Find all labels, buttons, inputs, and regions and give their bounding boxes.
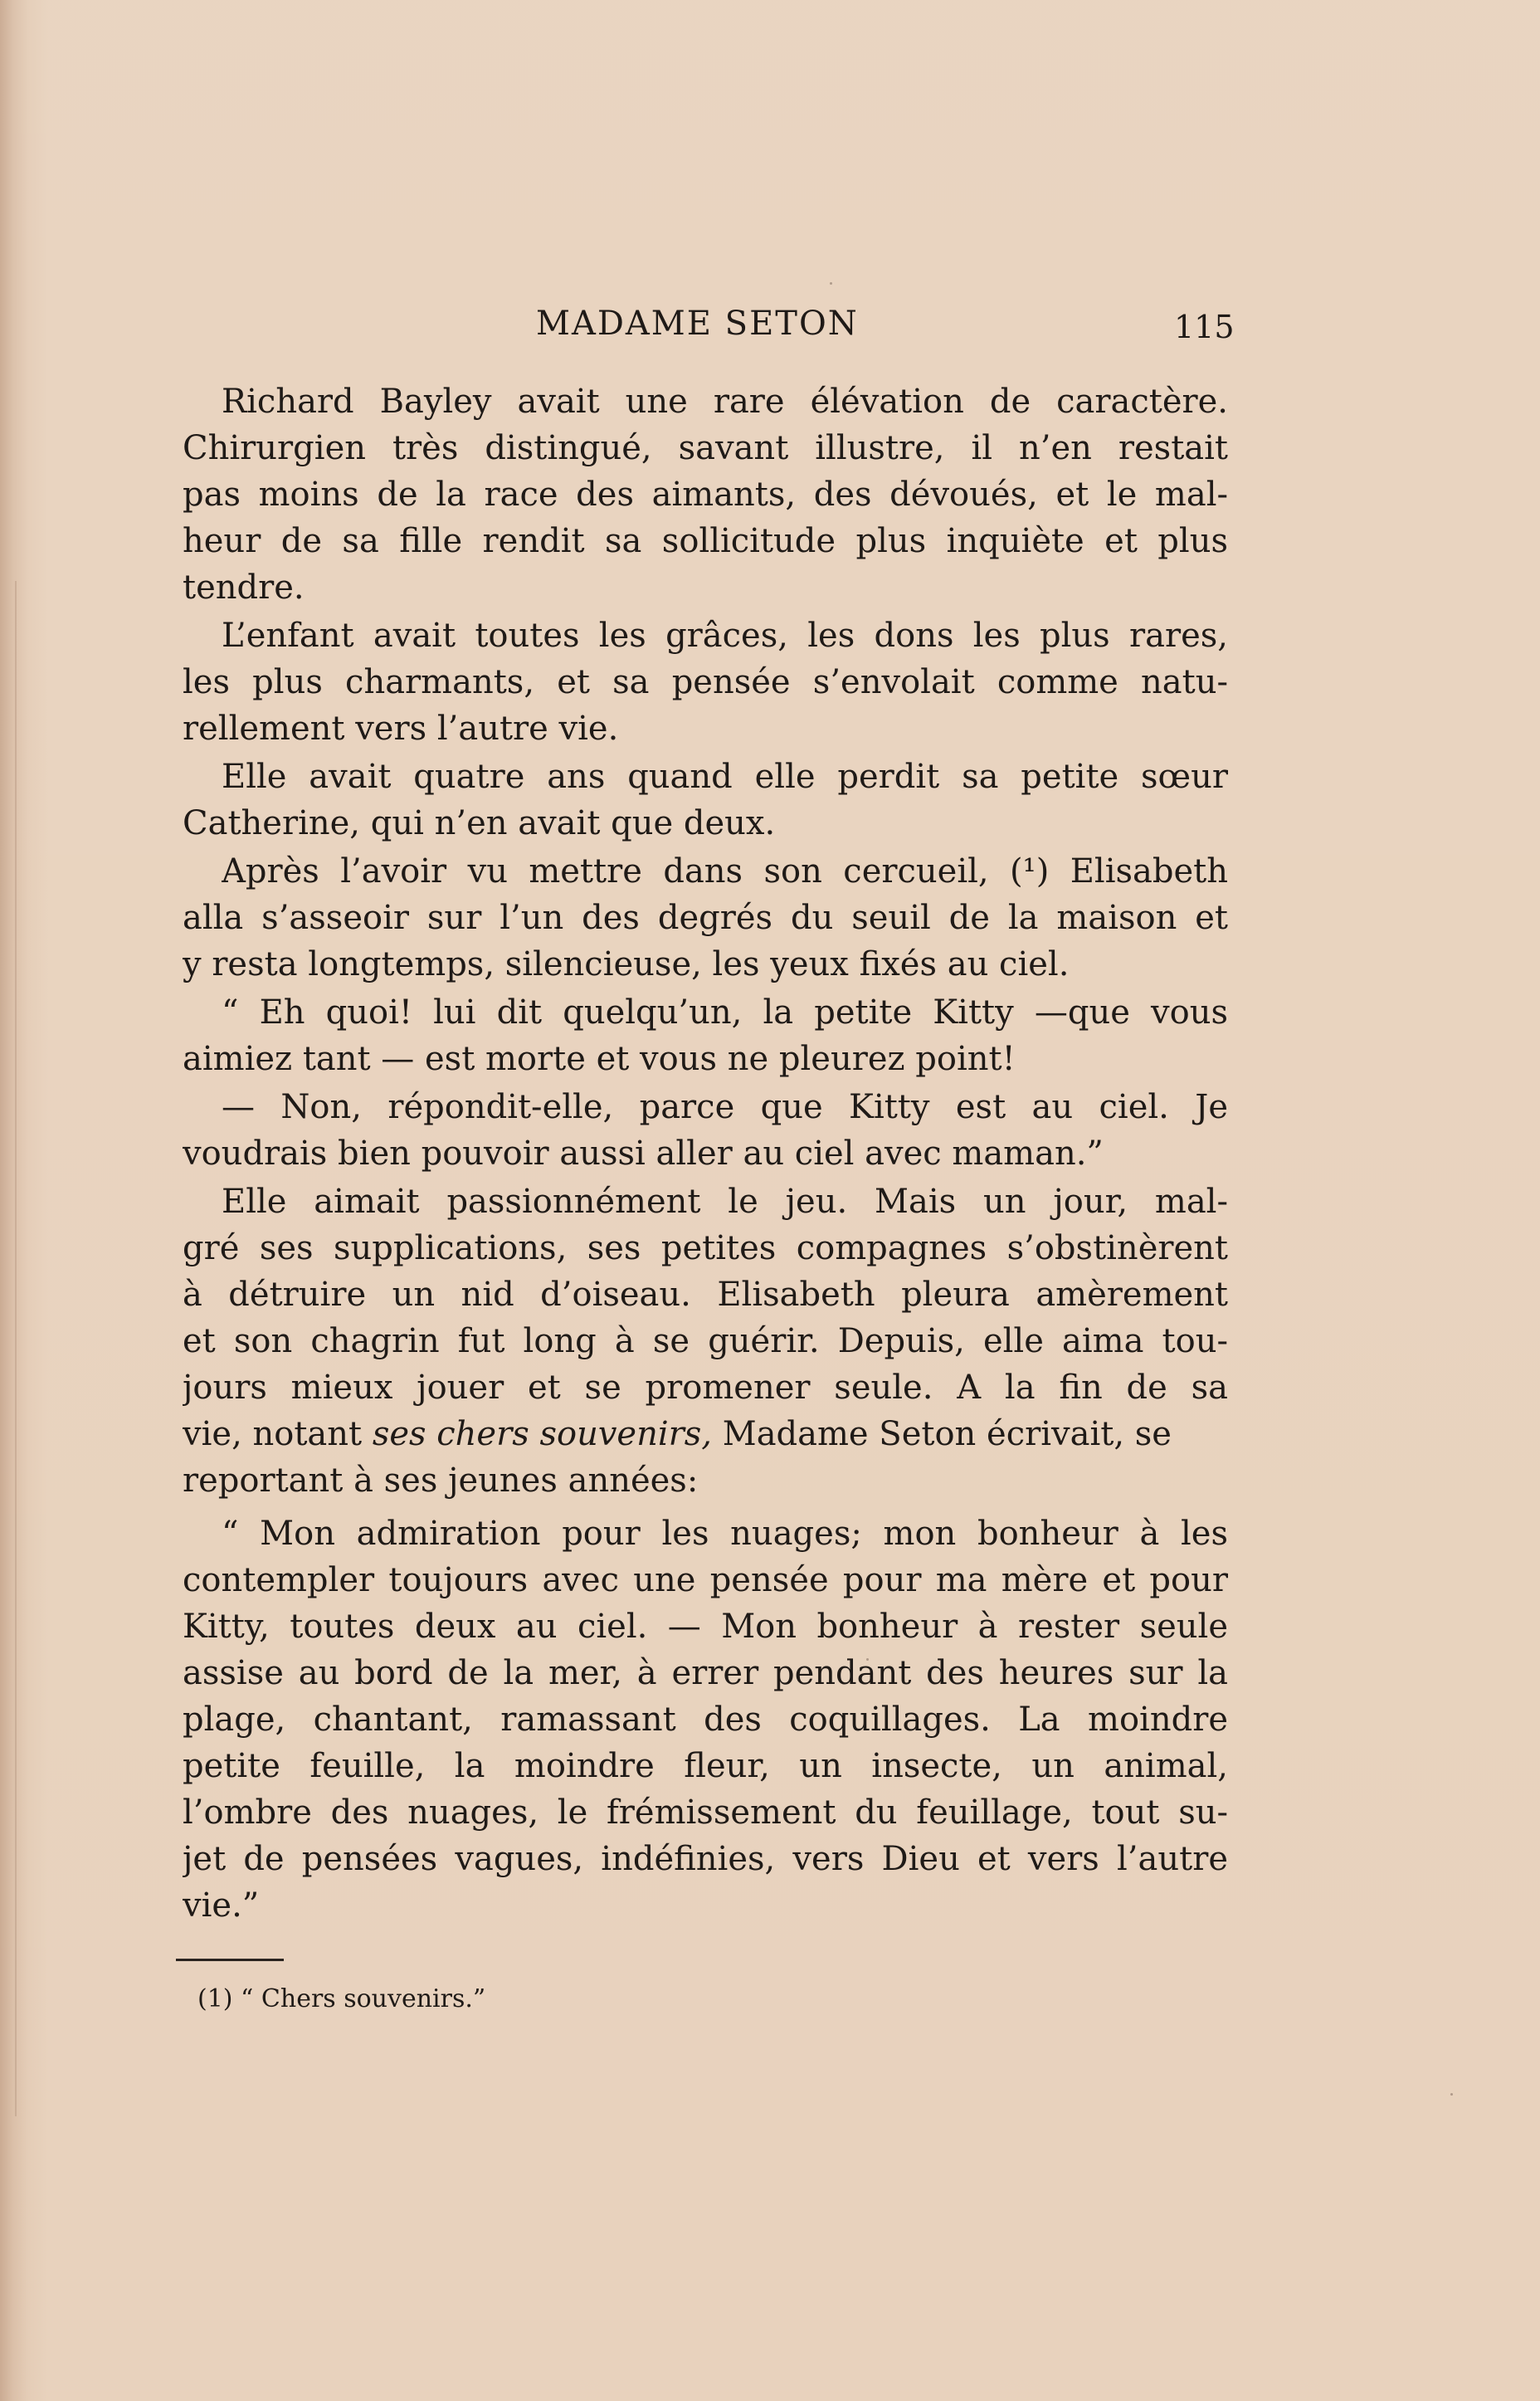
text-line-with-italic (183, 1413, 1228, 1456)
text-segment: vie, notant (183, 1415, 363, 1453)
text-line: “ Mon admiration pour les nuages; mon bonheur à les (222, 1515, 1228, 1553)
footnote-marker: (1) (197, 1984, 233, 2013)
text-line: aimiez tant — est morte et vous ne pleurez point! (183, 1040, 1016, 1078)
text-line: Elle avait quatre ans quand elle perdit sa petite sœur (222, 758, 1228, 796)
text-line: Kitty, toutes deux au ciel. — Mon bonheur à rester seule (183, 1608, 1228, 1646)
paper-speck (1450, 2093, 1453, 2096)
text-line: jours mieux jouer et se promener seule. A la fin de sa (183, 1369, 1228, 1407)
text-line: Après l’avoir vu mettre dans son cercueil, (¹) Elisabeth (222, 852, 1228, 891)
text-line: L’enfant avait toutes les grâces, les dons les plus rares, (222, 617, 1228, 655)
text-line: tendre. (183, 569, 305, 607)
italic-phrase: ses chers souvenirs, (372, 1415, 713, 1453)
running-title: MADAME SETON (536, 305, 859, 343)
text-line: vie.” (183, 1886, 260, 1925)
text-line: “ Eh quoi! lui dit quelqu’un, la petite Kitty —que vous (222, 993, 1228, 1032)
text-line: et son chagrin fut long à se guérir. Depuis, elle aima tou- (183, 1322, 1228, 1360)
footnote-divider (176, 1959, 284, 1961)
text-line: contempler toujours avec une pensée pour ma mère et pour (183, 1561, 1228, 1599)
text-line: y resta longtemps, silencieuse, les yeux fixés au ciel. (183, 945, 1070, 983)
text-line: les plus charmants, et sa pensée s’envolait comme natu- (183, 663, 1228, 701)
text-line: heur de sa fille rendit sa sollicitude plus inquiète et plus (183, 522, 1228, 560)
text-line: assise au bord de la mer, à errer pendant des heures sur la (183, 1654, 1228, 1692)
text-line: Elle aimait passionnément le jeu. Mais un jour, mal- (222, 1183, 1228, 1221)
page-number: 115 (1174, 309, 1235, 345)
footnote-text: “ Chers souvenirs.” (241, 1984, 486, 2013)
text-line: — Non, répondit-elle, parce que Kitty est au ciel. Je (222, 1088, 1228, 1126)
paper-speck (866, 1658, 869, 1661)
text-line: gré ses supplications, ses petites compagnes s’obstinèrent (183, 1229, 1228, 1267)
text-line: plage, chantant, ramassant des coquillages. La moindre (183, 1701, 1228, 1739)
text-line: l’ombre des nuages, le frémissement du feuillage, tout su- (183, 1793, 1228, 1832)
footnote (197, 1983, 485, 2016)
text-line: alla s’asseoir sur l’un des degrés du seuil de la maison et (183, 899, 1228, 937)
text-line: jet de pensées vagues, indéfinies, vers Dieu et vers l’autre (183, 1840, 1228, 1878)
paper-speck (830, 282, 832, 285)
text-line: voudrais bien pouvoir aussi aller au ciel avec maman.” (183, 1135, 1104, 1173)
text-line: pas moins de la race des aimants, des dévoués, et le mal- (183, 476, 1228, 514)
text-line: rellement vers l’autre vie. (183, 710, 619, 748)
text-line: Chirurgien très distingué, savant illustre, il n’en restait (183, 429, 1228, 467)
text-line: Richard Bayley avait une rare élévation de caractère. (222, 383, 1228, 421)
text-segment: Madame Seton écrivait, se (722, 1415, 1172, 1453)
text-line: à détruire un nid d’oiseau. Elisabeth pleura amèrement (183, 1276, 1228, 1314)
text-line: reportant à ses jeunes années: (183, 1462, 699, 1500)
text-line: Catherine, qui n’en avait que deux. (183, 804, 776, 842)
page-gutter-shadow (15, 581, 17, 2116)
text-line: petite feuille, la moindre fleur, un insecte, un animal, (183, 1747, 1228, 1785)
